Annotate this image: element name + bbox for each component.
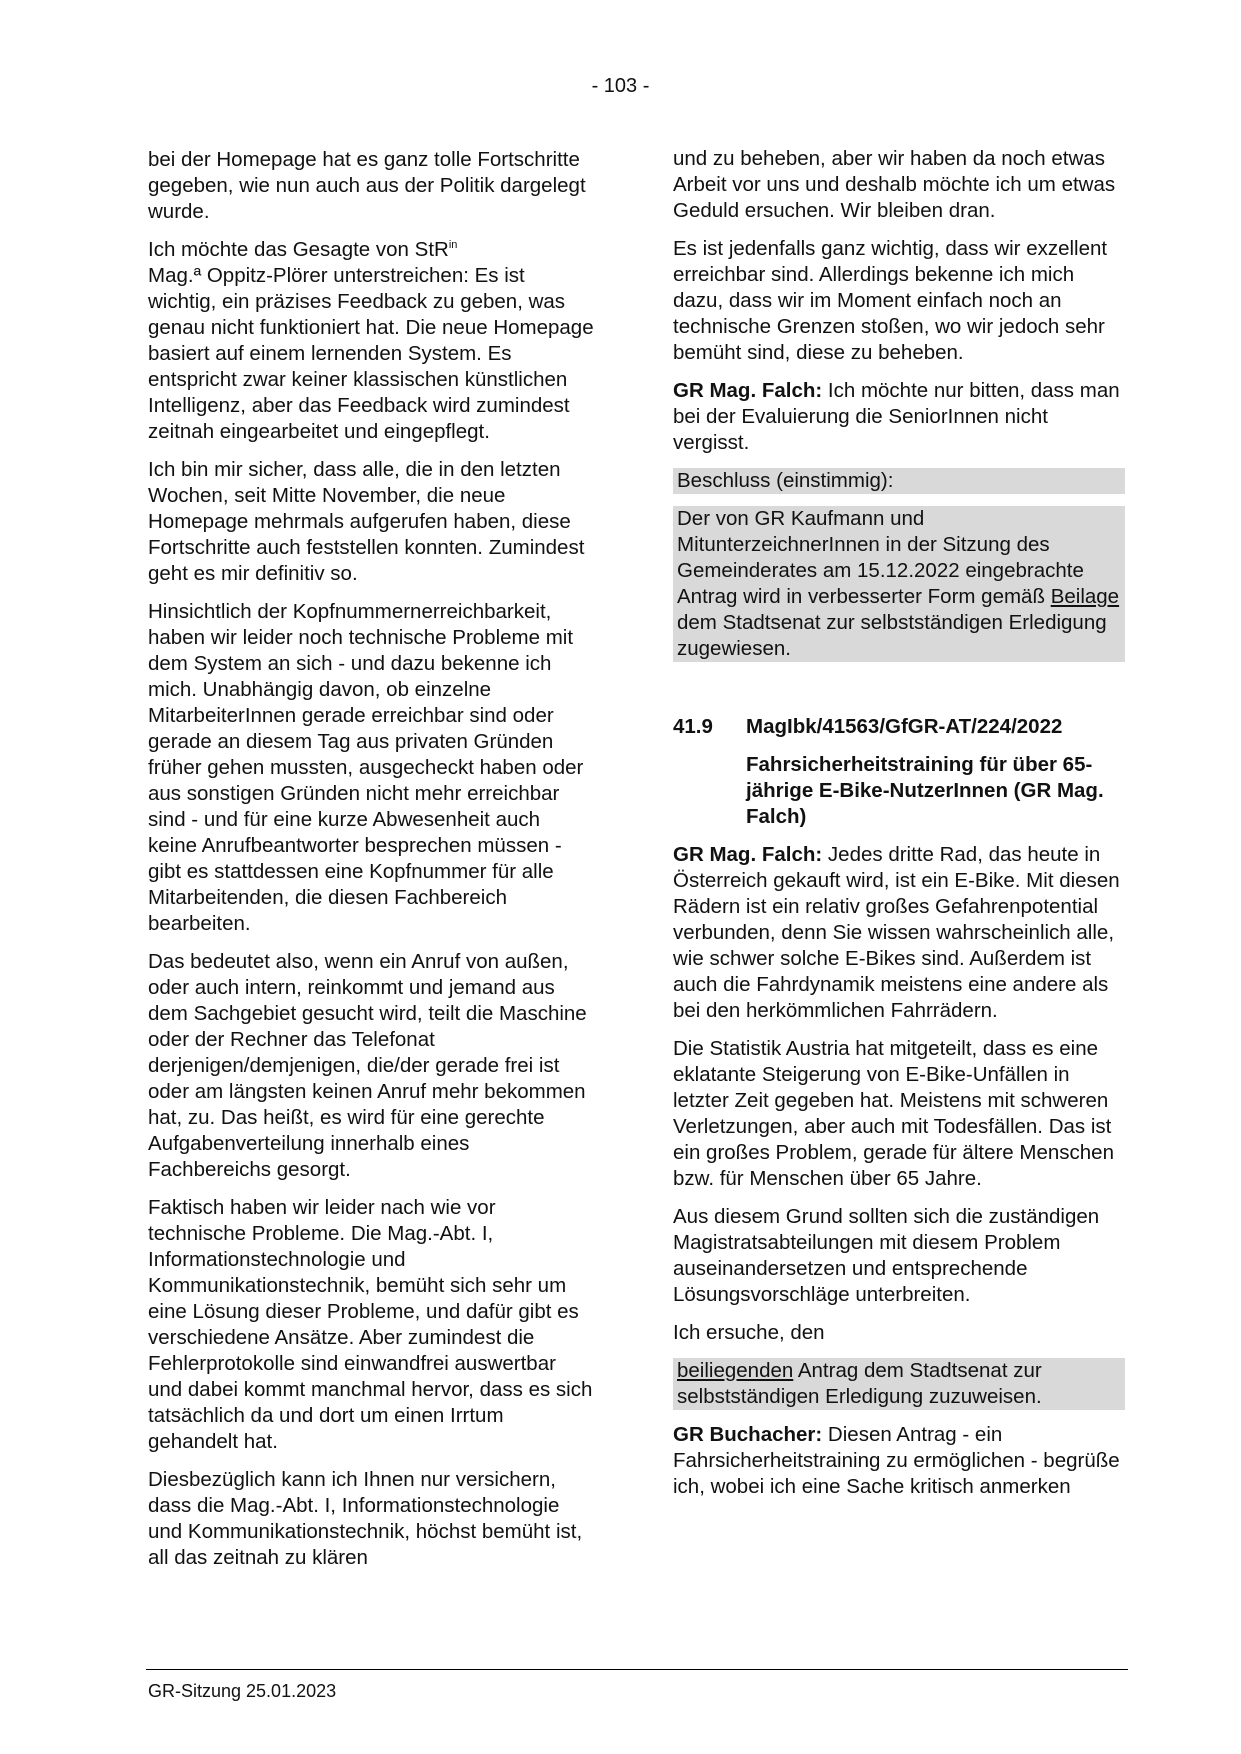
speaker-name: GR Buchacher: xyxy=(673,1423,823,1446)
paragraph xyxy=(673,842,1125,1024)
paragraph-text: Mag.ª Oppitz-Plörer unterstreichen: Es ist wichtig, ein präzises Feedback zu geben, was genau nicht funktioniert hat. Die neue Homepage basiert auf einem lernenden System. Es entspricht zwar keiner klassischen künstlichen Intelligenz, aber das Feedback wird zumindest zeitnah eingearbeitet und eingepflegt. xyxy=(148,264,594,443)
paragraph: Ich ersuche, den xyxy=(673,1321,825,1344)
resolution-label: Beschluss (einstimmig): xyxy=(673,468,1125,494)
agenda-item-title: Fahrsicherheitstraining für über 65-jährige E-Bike-NutzerInnen (GR Mag. Falch) xyxy=(746,753,1104,828)
paragraph: Diesbezüglich kann ich Ihnen nur versichern, dass die Mag.-Abt. I, Informationstechnologie und Kommunikationstechnik, höchst bemüht ist, all das zeitnah zu klären xyxy=(148,1468,583,1569)
paragraph-text: Jedes dritte Rad, das heute in Österreich gekauft wird, ist ein E-Bike. Mit diesen Rädern ist ein relativ großes Gefahrenpotential verbunden, denn Sie wissen wahrscheinlich alle, wie schwer solche E-Bikes sind. Außerdem ist auch die Fahrdynamik meistens eine andere als bei den herkömmlichen Fahrrädern. xyxy=(673,843,1120,1022)
paragraph: Die Statistik Austria hat mitgeteilt, dass es eine eklatante Steigerung von E-Bike-Unfällen in letzter Zeit gegeben hat. Meistens mit schweren Verletzungen, aber auch mit Todesfällen. Das ist ein großes Problem, gerade für ältere Menschen bzw. für Menschen über 65 Jahre. xyxy=(673,1037,1114,1190)
attachment-link[interactable]: beiliegenden xyxy=(677,1359,794,1382)
paragraph-text: Ich möchte nur bitten, dass man bei der Evaluierung die SeniorInnen nicht vergisst. xyxy=(673,379,1120,454)
paragraph: und zu beheben, aber wir haben da noch etwas Arbeit vor uns und deshalb möchte ich um etwas Geduld ersuchen. Wir bleiben dran. xyxy=(673,147,1116,222)
page-number: - 103 - xyxy=(591,75,650,97)
paragraph: Faktisch haben wir leider nach wie vor technische Probleme. Die Mag.-Abt. I, Informationstechnologie und Kommunikationstechnik, bemüht sich sehr um eine Lösung dieser Probleme, und dafür gibt es verschiedene Ansätze. Aber zumindest die Fehlerprotokolle sind einwandfrei auswertbar und dabei kommt manchmal hervor, dass es sich tatsächlich da und dort um einen Irrtum gehandelt hat. xyxy=(148,1196,593,1453)
paragraph: Hinsichtlich der Kopfnummernerreichbarkeit, haben wir leider noch technische Probleme mit dem System an sich - und dazu bekenne ich mich. Unabhängig davon, ob einzelne MitarbeiterInnen gerade erreichbar sind oder gerade an diesem Tag aus privaten Gründen früher gehen mussten, ausgecheckt haben oder aus sonstigen Gründen nicht mehr erreichbar sind - und für eine kurze Abwesenheit auch keine Anrufbeantworter besprechen müssen - gibt es stattdessen eine Kopfnummer für alle Mitarbeitenden, die diesen Fachbereich bearbeiten. xyxy=(148,600,584,935)
speaker-name: GR Mag. Falch: xyxy=(673,379,823,402)
attachment-link[interactable]: Beilage xyxy=(1050,585,1120,608)
paragraph-text: Diesen Antrag - ein Fahrsicherheitstraining zu ermöglichen - begrüße ich, wobei ich eine Sache kritisch anmerken xyxy=(673,1423,1120,1498)
resolution-text-part: dem Stadtsenat zur selbstständigen Erledigung zugewiesen. xyxy=(677,611,1107,660)
footer-divider xyxy=(146,1669,1128,1670)
resolution-text-part: Der von GR Kaufmann und MitunterzeichnerInnen in der Sitzung des Gemeinderates am 15.12.2022 eingebrachte Antrag wird in verbesserter Form gemäß xyxy=(677,507,1084,608)
paragraph: Es ist jedenfalls ganz wichtig, dass wir exzellent erreichbar sind. Allerdings bekenne ich mich dazu, dass wir im Moment einfach noch an technische Grenzen stoßen, wo wir jedoch sehr bemüht sind, diese zu beheben. xyxy=(673,237,1108,364)
speaker-name: GR Mag. Falch: xyxy=(673,843,823,866)
agenda-item xyxy=(673,714,1125,830)
paragraph xyxy=(673,1422,1125,1500)
paragraph xyxy=(148,237,594,445)
agenda-item-number: 41.9 xyxy=(673,715,713,738)
paragraph: bei der Homepage hat es ganz tolle Fortschritte gegeben, wie nun auch aus der Politik dargelegt wurde. xyxy=(148,148,586,223)
superscript: in xyxy=(448,239,458,251)
right-column xyxy=(673,146,1125,1512)
paragraph-text: Ich möchte das Gesagte von StR xyxy=(148,238,449,261)
footer-session-date: GR-Sitzung 25.01.2023 xyxy=(148,1681,337,1701)
paragraph: Ich bin mir sicher, dass alle, die in den letzten Wochen, seit Mitte November, die neue Homepage mehrmals aufgerufen haben, diese Fortschritte auch feststellen konnten. Zumindest geht es mir definitiv so. xyxy=(148,458,585,585)
agenda-item-header xyxy=(673,714,1125,740)
paragraph: Das bedeutet also, wenn ein Anruf von außen, oder auch intern, reinkommt und jemand aus dem Sachgebiet gesucht wird, teilt die Maschine oder der Rechner das Telefonat derjenigen/demjenigen, die/der gerade frei ist oder am längsten keinen Anruf mehr bekommen hat, zu. Das heißt, es wird für eine gerechte Aufgabenverteilung innerhalb eines Fachbereichs gesorgt. xyxy=(148,950,587,1181)
motion-text xyxy=(673,1358,1125,1410)
resolution-text xyxy=(673,506,1125,662)
motion-text-part: Antrag dem Stadtsenat zur selbstständigen Erledigung zuzuweisen. xyxy=(677,1359,1042,1408)
paragraph xyxy=(673,378,1125,456)
agenda-item-reference: MagIbk/41563/GfGR-AT/224/2022 xyxy=(746,715,1063,738)
paragraph: Aus diesem Grund sollten sich die zuständigen Magistratsabteilungen mit diesem Problem auseinandersetzen und entsprechende Lösungsvorschläge unterbreiten. xyxy=(673,1205,1100,1306)
left-column xyxy=(148,147,594,1583)
